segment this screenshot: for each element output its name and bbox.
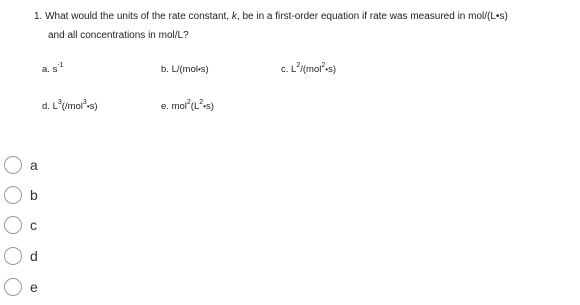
answer-choice-c xyxy=(281,61,336,76)
option-c[interactable] xyxy=(4,215,37,235)
option-b[interactable] xyxy=(4,185,38,205)
choice-letter: c. xyxy=(281,64,289,75)
choice-superscript: 2 xyxy=(199,98,204,106)
choice-letter: d. xyxy=(42,101,50,112)
answer-choice-e xyxy=(161,98,214,113)
answer-choice-a xyxy=(42,61,64,76)
choice-letter: a. xyxy=(42,64,50,75)
choice-part: L xyxy=(52,101,58,112)
answer-choice-d xyxy=(42,98,98,113)
choice-dot: • xyxy=(203,102,206,111)
question-number: 1. xyxy=(34,11,43,22)
choice-part: /(mol xyxy=(300,64,322,75)
choice-letter: e. xyxy=(161,101,169,112)
radio-button-a[interactable] xyxy=(4,156,22,174)
option-d[interactable] xyxy=(4,246,38,266)
choice-part: L xyxy=(291,64,297,75)
question-line1-c: s) xyxy=(499,11,508,22)
choice-part: s) xyxy=(205,101,214,112)
choice-part: s) xyxy=(89,101,98,112)
choice-part: (L xyxy=(190,101,200,112)
option-e[interactable] xyxy=(4,277,38,297)
question-line1-dot: • xyxy=(495,11,500,22)
question-line2: and all concentrations in mol/L? xyxy=(48,30,189,41)
choice-superscript: 2 xyxy=(186,98,191,106)
choice-part: (/mol xyxy=(61,101,83,112)
choice-superscript: 2 xyxy=(321,61,326,69)
option-label-a[interactable]: a xyxy=(30,157,38,173)
rate-constant-symbol: k xyxy=(231,11,237,22)
choice-superscript: 2 xyxy=(296,61,301,69)
option-label-c[interactable]: c xyxy=(30,217,37,233)
option-label-b[interactable]: b xyxy=(30,187,38,203)
option-label-e[interactable]: e xyxy=(30,279,38,295)
choice-part: s xyxy=(52,64,58,75)
radio-button-b[interactable] xyxy=(4,186,22,204)
radio-button-d[interactable] xyxy=(4,247,22,265)
choice-part: L/(mol xyxy=(171,64,198,75)
radio-button-e[interactable] xyxy=(4,278,22,296)
choice-letter: b. xyxy=(161,64,169,75)
choice-superscript: 3 xyxy=(82,98,87,106)
question-line1-a: What would the units of the rate constant, xyxy=(42,11,232,22)
question-text xyxy=(34,7,574,45)
option-a[interactable] xyxy=(4,155,38,175)
radio-button-c[interactable] xyxy=(4,216,22,234)
choice-superscript: -1 xyxy=(57,61,64,69)
choice-superscript: 3 xyxy=(57,98,62,106)
question-line1-b: , be in a first-order equation if rate was measured in mol/(L xyxy=(236,11,496,22)
choice-part: s) xyxy=(328,64,336,75)
choice-dot: • xyxy=(197,65,201,74)
answer-choice-b xyxy=(161,64,209,76)
choice-part: s) xyxy=(200,64,209,75)
option-label-d[interactable]: d xyxy=(30,248,38,264)
choice-dot: • xyxy=(86,102,90,111)
choice-dot: • xyxy=(325,65,329,74)
choice-part: mol xyxy=(171,101,187,112)
